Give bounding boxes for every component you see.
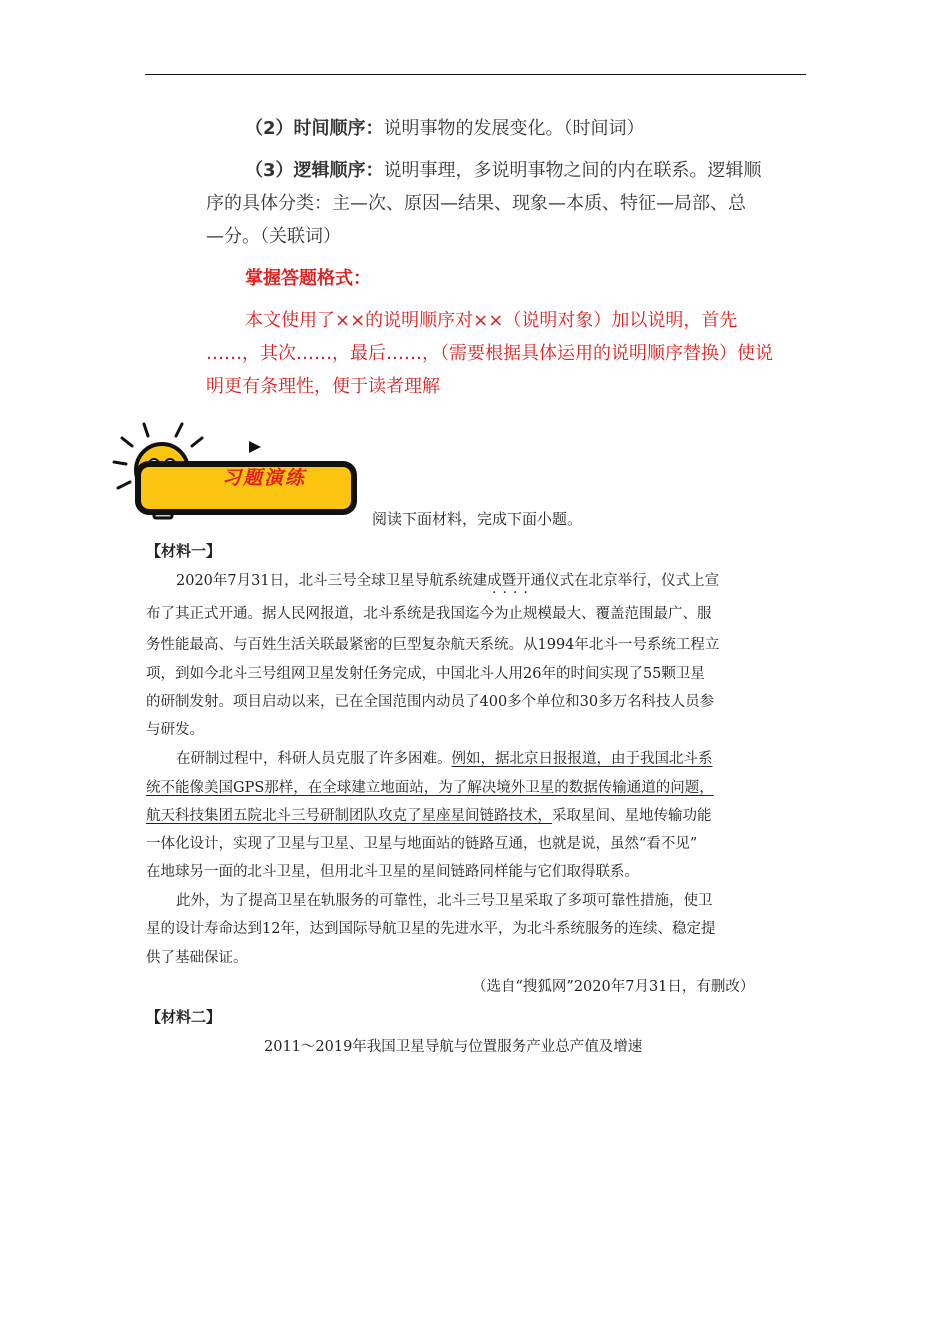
badge-title: 习题演练 xyxy=(222,467,307,489)
m1-p3-line2: 星的设计寿命达到12年，达到国际导航卫星的先进水平，为北斗系统服务的连续、稳定提 xyxy=(146,921,716,937)
item-3 xyxy=(245,154,762,187)
item-3-text-line3: —分。（关联词） xyxy=(206,226,341,247)
m1-p2-line5: 在地球另一面的北斗卫星，但用北斗卫星的星间链路同样能与它们取得联系。 xyxy=(146,864,639,880)
item-3-text-line1: 说明事理，多说明事物之间的内在联系。逻辑顺 xyxy=(383,160,762,181)
m1-p1-line2: 布了其正式开通。据人民网报道，北斗系统是我国迄今为止规模最大、覆盖范围最广、服 xyxy=(146,606,712,622)
format-heading: 掌握答题格式： xyxy=(245,268,371,289)
item-3-label: （3）逻辑顺序： xyxy=(245,160,384,181)
m1-p2-line3b: 采取星间、星地传输功能 xyxy=(552,808,712,824)
m1-p1-line1: 2020年7月31日，北斗三号全球卫星导航系统建成暨开通仪式在北京举行，仪式上宣 xyxy=(176,573,720,589)
m1-p2-line1 xyxy=(176,747,713,768)
m1-p2-line4: 一体化设计，实现了卫星与卫星、卫星与地面站的链路互通，也就是说，虽然“看不见” xyxy=(146,836,698,852)
exercise-badge xyxy=(132,455,364,520)
format-line2: ……，其次……，最后……，（需要根据具体运用的说明顺序替换）使说 xyxy=(206,343,773,364)
m1-p2-line1a: 在研制过程中，科研人员克服了许多困难。 xyxy=(176,751,452,767)
material2-heading: 【材料二】 xyxy=(146,1008,222,1026)
emphasis-dots: ···· xyxy=(492,585,534,601)
m1-p2-line3 xyxy=(146,804,712,825)
play-arrow-icon xyxy=(248,440,262,454)
material1-heading: 【材料一】 xyxy=(146,542,222,560)
header-rule xyxy=(145,74,806,75)
m1-p2-line3a: 航天科技集团五院北斗三号研制团队攻克了星座星间链路技术， xyxy=(146,808,552,824)
m1-p1-line6: 与研发。 xyxy=(146,722,204,738)
m1-p3-line1: 此外，为了提高卫星在轨服务的可靠性，北斗三号卫星采取了多项可靠性措施，使卫 xyxy=(176,893,713,909)
item-2-label: （2）时间顺序： xyxy=(245,118,384,139)
m1-p1-line5: 的研制发射。项目启动以来，已在全国范围内动员了400多个单位和30多万名科技人员参 xyxy=(146,694,715,710)
exercise-instruction: 阅读下面材料，完成下面小题。 xyxy=(372,510,583,528)
item-2 xyxy=(245,112,645,145)
m1-p1-line3: 务性能最高、与百姓生活关联最紧密的巨型复杂航天系统。从1994年北斗一号系统工程立 xyxy=(146,637,720,653)
m1-source: （选自“搜狐网”2020年7月31日，有删改） xyxy=(472,979,755,995)
m1-p2-line2: 统不能像美国GPS那样，在全球建立地面站，为了解决境外卫星的数据传输通道的问题， xyxy=(146,780,714,796)
m1-p2-line1b: 例如，据北京日报报道，由于我国北斗系 xyxy=(451,751,713,767)
format-line3: 明更有条理性，便于读者理解 xyxy=(206,376,440,397)
chart-title: 2011～2019年我国卫星导航与位置服务产业总产值及增速 xyxy=(264,1039,643,1055)
item-2-text: 说明事物的发展变化。（时间词） xyxy=(383,118,645,139)
m1-p1-line4: 项，到如今北斗三号组网卫星发射任务完成，中国北斗人用26年的时间实现了55颗卫星 xyxy=(146,666,705,682)
format-line1: 本文使用了××的说明顺序对××（说明对象）加以说明，首先 xyxy=(245,310,738,331)
m1-p3-line3: 供了基础保证。 xyxy=(146,950,248,966)
item-3-text-line2: 序的具体分类：主—次、原因—结果、现象—本质、特征—局部、总 xyxy=(206,193,746,214)
